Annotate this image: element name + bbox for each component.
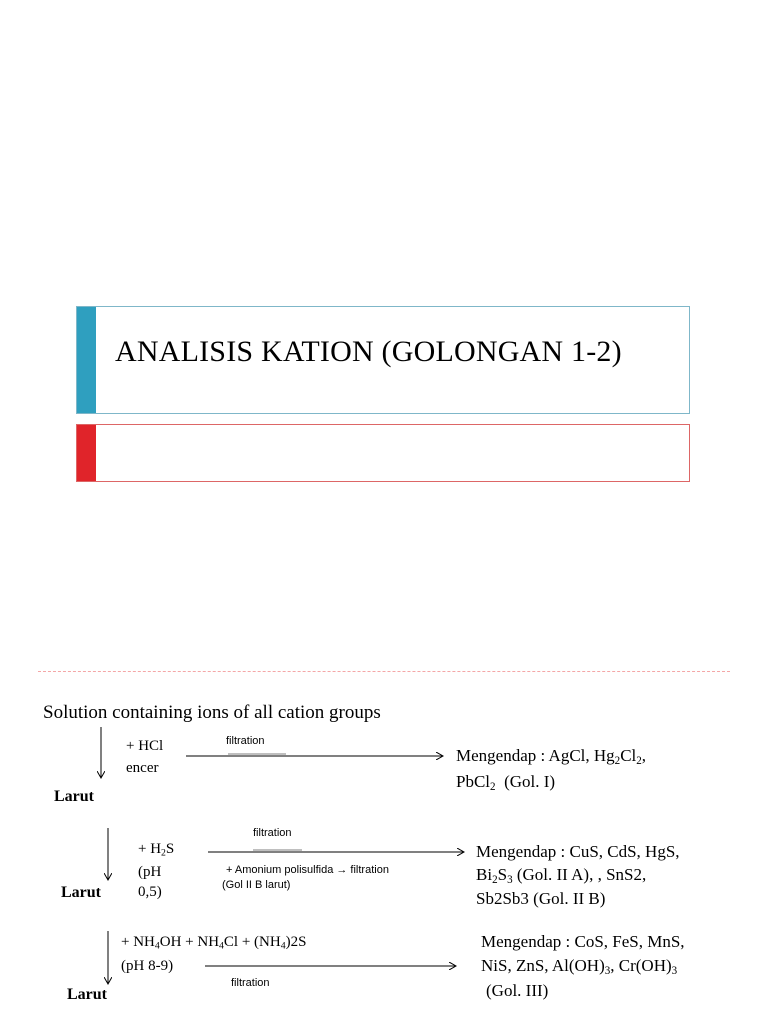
step1-larut: Larut [54, 788, 94, 805]
step2-note-2: (Gol II B larut) [222, 879, 291, 891]
step3-result-line3: (Gol. III) [486, 981, 549, 1000]
step2-ph-1: (pH [138, 864, 162, 880]
step1-result-line2: PbCl$_2$ (Gol. I) [456, 772, 556, 793]
step1-reagent-b: encer [126, 760, 159, 776]
step2-result-line1: Mengendap : CuS, CdS, HgS, [476, 842, 680, 861]
step1-reagent-a: + HCl [126, 738, 164, 754]
step3-reagent: + $NH_4OH + NH_4Cl + (NH_4)2S$ [121, 934, 307, 952]
step2-note-1: + Amonium polisulfida → filtration [226, 864, 389, 876]
step3-arrow-label: filtration [231, 977, 270, 989]
step3-larut: Larut [67, 986, 107, 1003]
step2-result-line3: Sb2Sb3 (Gol. II B) [476, 889, 606, 908]
step2-arrow-label: filtration [253, 827, 292, 839]
step2-result-line2: $Bi_2S_3$ (Gol. II A), , SnS2, [476, 865, 647, 886]
step3-result-line1: Mengendap : CoS, FeS, MnS, [481, 932, 685, 951]
step3-result-line2: NiS, ZnS, $Al(OH)_3$, $Cr(OH)_3$ [481, 956, 678, 977]
step2-ph-2: 0,5) [138, 884, 162, 900]
slide-title: ANALISIS KATION (GOLONGAN 1-2) [115, 335, 622, 368]
step1-result-line1: Mengendap : AgCl, $Hg_2Cl_2$, [456, 746, 647, 767]
step2-reagent: + $H_2S$ [138, 841, 175, 859]
step1-arrow-label: filtration [226, 735, 265, 747]
step2-larut: Larut [61, 884, 101, 901]
flow-heading: Solution containing ions of all cation groups [43, 702, 381, 723]
step3-ph: (pH 8-9) [121, 958, 174, 974]
